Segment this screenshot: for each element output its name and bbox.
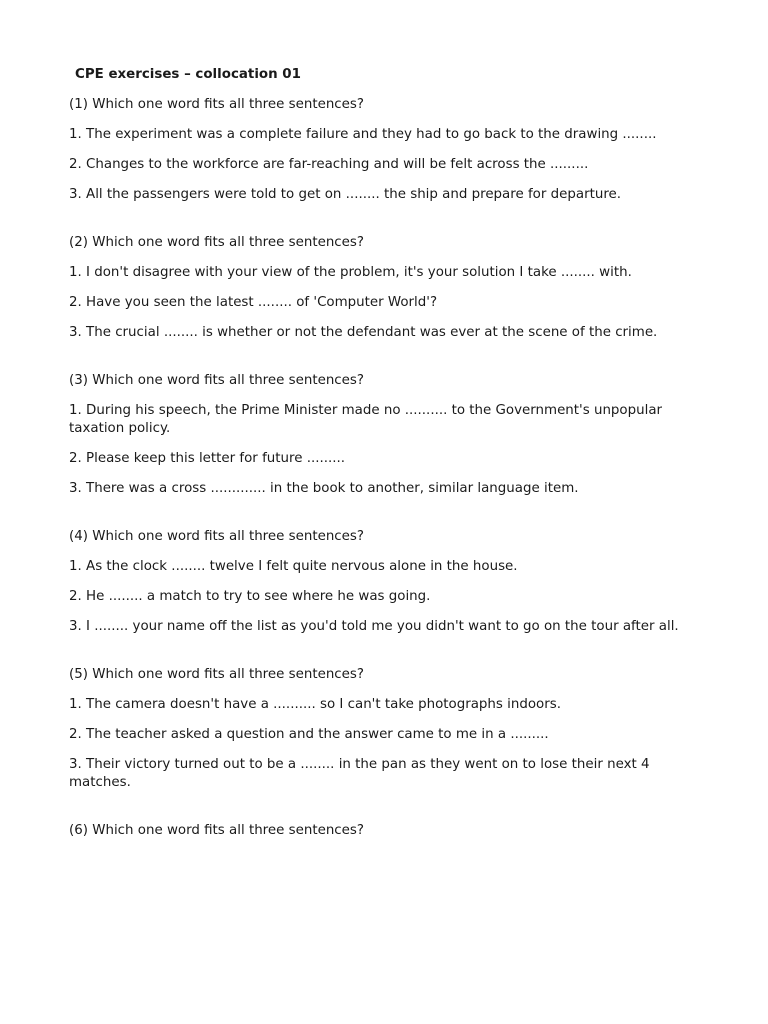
- sentence: 1. As the clock ........ twelve I felt quite nervous alone in the house.: [69, 559, 518, 574]
- sentence: 1. I don't disagree with your view of the problem, it's your solution I take ........ with.: [69, 265, 632, 280]
- question-2: [69, 234, 709, 342]
- sentence: 3. There was a cross ............. in the book to another, similar language item.: [69, 481, 579, 496]
- sentence: 2. Changes to the workforce are far-reaching and will be felt across the .........: [69, 157, 589, 172]
- question-prompt: (6) Which one word fits all three sentences?: [69, 823, 364, 838]
- sentence: 3. Their victory turned out to be a ........ in the pan as they went on to lose their next 4 matches.: [69, 757, 650, 790]
- question-4: [69, 528, 709, 636]
- sentence: 3. All the passengers were told to get on ........ the ship and prepare for departure.: [69, 187, 622, 202]
- sentence: 2. The teacher asked a question and the answer came to me in a .........: [69, 727, 549, 742]
- question-prompt: (1) Which one word fits all three sentences?: [69, 97, 364, 112]
- question-prompt: (5) Which one word fits all three sentences?: [69, 667, 364, 682]
- question-prompt: (3) Which one word fits all three sentences?: [69, 373, 364, 388]
- sentence: 2. Please keep this letter for future .........: [69, 451, 346, 466]
- sentence: 2. Have you seen the latest ........ of 'Computer World'?: [69, 295, 438, 310]
- sentence: 3. I ........ your name off the list as you'd told me you didn't want to go on the tour after all.: [69, 619, 679, 634]
- sentence: 1. The camera doesn't have a .......... so I can't take photographs indoors.: [69, 697, 561, 712]
- question-5: [69, 666, 709, 792]
- question-prompt: (2) Which one word fits all three sentences?: [69, 235, 364, 250]
- sentence: 2. He ........ a match to try to see where he was going.: [69, 589, 431, 604]
- question-3: [69, 372, 709, 498]
- question-prompt: (4) Which one word fits all three sentences?: [69, 529, 364, 544]
- document-title: CPE exercises – collocation 01: [75, 67, 301, 82]
- sentence: 3. The crucial ........ is whether or not the defendant was ever at the scene of the crime.: [69, 325, 658, 340]
- question-1: [69, 96, 709, 204]
- sentence: 1. The experiment was a complete failure and they had to go back to the drawing ........: [69, 127, 657, 142]
- sentence: 1. During his speech, the Prime Minister made no .......... to the Government's unpopular taxation policy.: [69, 403, 663, 436]
- document-content: [69, 66, 709, 852]
- question-6: [69, 822, 709, 840]
